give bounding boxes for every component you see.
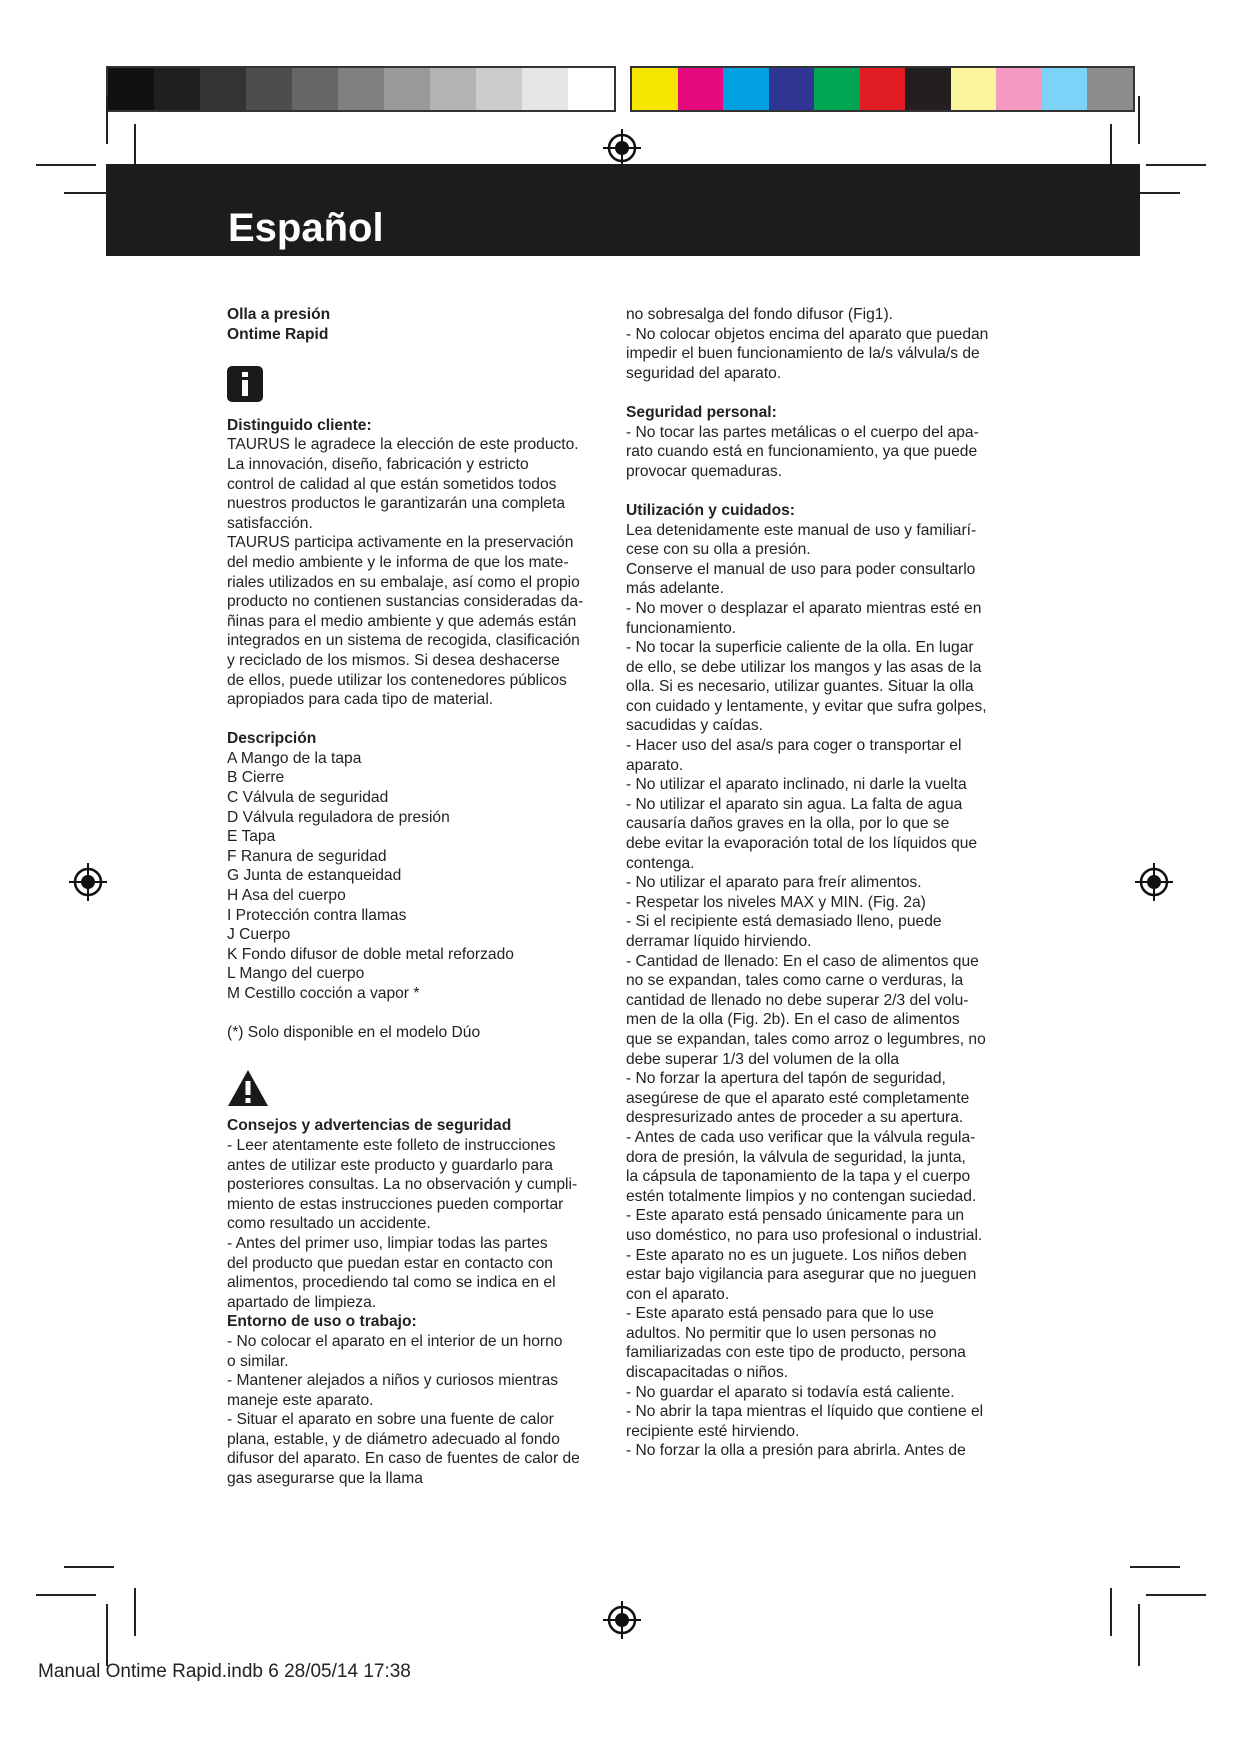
registration-mark-icon [602,1600,642,1640]
color-swatch [568,68,614,110]
text-line: - Este aparato está pensado únicamente para un [626,1207,965,1225]
list-item: K Fondo difusor de doble metal reforzado [227,945,514,963]
product-model: Ontime Rapid [227,325,329,343]
color-swatch [430,68,476,110]
list-item: G Junta de estanqueidad [227,867,402,885]
text-line: maneje este aparato. [227,1391,374,1409]
text-line: con cuidado y lentamente, y evitar que sufra golpes, [626,697,987,715]
text-line: plana, estable, y de diámetro adecuado al fondo [227,1430,560,1448]
text-line: de ellos, puede utilizar los contenedores públicos [227,671,567,689]
list-item: L Mango del cuerpo [227,965,365,983]
text-line: TAURUS le agradece la elección de este producto. [227,436,579,454]
text-line: - Mantener alejados a niños y curiosos mientras [227,1372,559,1390]
text-line: aparato. [626,756,684,774]
crop-mark [1146,164,1206,166]
text-line: - Antes de cada uso verificar que la válvula regula- [626,1128,976,1146]
text-line: Lea detenidamente este manual de uso y familiarí- [626,521,977,539]
color-swatch [678,68,724,110]
color-swatch [476,68,522,110]
text-line: seguridad del aparato. [626,364,782,382]
text-line: olla. Si es necesario, utilizar guantes. Situar la olla [626,678,974,696]
text-line: o similar. [227,1352,289,1370]
list-item: M Cestillo cocción a vapor * [227,985,420,1002]
crop-mark [1130,1566,1180,1568]
personal-safety-text [626,423,1016,482]
personal-safety-heading: Seguridad personal: [626,403,777,421]
text-line: uso doméstico, no para uso profesional o industrial. [626,1226,983,1244]
grayscale-color-bar [106,66,616,112]
color-swatch [814,68,860,110]
crop-mark [134,1588,136,1636]
product-title: Olla a presión [227,306,331,323]
text-line: - No utilizar el aparato inclinado, ni darle la vuelta [626,776,967,794]
right-column [626,305,1016,1461]
crop-mark [106,1604,108,1666]
greeting-text [227,435,607,709]
text-line: y reciclado de los mismos. Si desea deshacerse [227,651,560,669]
color-swatch [384,68,430,110]
text-line: más adelante. [626,580,724,598]
list-item: B Cierre [227,769,285,787]
list-item: E Tapa [227,828,276,846]
color-swatch [769,68,815,110]
info-icon [227,366,263,402]
page-title: Español [228,206,384,250]
text-line: - No colocar el aparato en el interior de un horno [227,1332,563,1350]
color-swatch [338,68,384,110]
registration-mark-icon [1134,862,1174,902]
text-line: apartado de limpieza. [227,1293,377,1311]
left-column [227,305,607,1489]
color-swatch [154,68,200,110]
text-line: debe superar 1/3 del volumen de la olla [626,1050,900,1068]
list-item: A Mango de la tapa [227,749,362,767]
text-line: despresurizado antes de proceder a su apertura. [626,1109,964,1127]
text-line: integrados en un sistema de recogida, clasificación [227,632,580,650]
color-swatch [108,68,154,110]
text-line: TAURUS participa activamente en la preservación [227,534,574,552]
list-item: D Válvula reguladora de presión [227,808,450,826]
environment-heading: Entorno de uso o trabajo: [227,1313,417,1331]
text-line: miento de estas instrucciones pueden comportar [227,1195,564,1213]
text-line: rato cuando está en funcionamiento, ya que puede [626,443,978,461]
text-line: posteriores consultas. La no observación y cumpli- [227,1176,578,1194]
text-line: nuestros productos le garantizarán una completa [227,495,566,513]
list-item: H Asa del cuerpo [227,887,346,905]
color-swatch [905,68,951,110]
text-line: producto no contienen sustancias consideradas da- [227,593,584,611]
registration-mark-icon [602,128,642,168]
text-line: asegúrese de que el aparato esté completamente [626,1089,970,1107]
text-line: impedir el buen funcionamiento de la/s válvula/s de [626,345,980,363]
text-line: - No colocar objetos encima del aparato que puedan [626,325,989,343]
color-bar [630,66,1135,112]
text-line: dora de presión, la válvula de seguridad, la junta, [626,1148,966,1166]
crop-mark [1146,1594,1206,1596]
text-line: estar bajo vigilancia para asegurar que no jueguen [626,1266,977,1284]
text-line: gas asegurarse que la llama [227,1470,423,1488]
crop-mark [64,1566,114,1568]
text-line: ñinas para el medio ambiente y que además están [227,612,577,630]
language-banner [106,164,1140,256]
text-line: Conserve el manual de uso para poder consultarlo [626,560,976,578]
text-line: riales utilizados en su embalaje, así como el propio [227,573,580,591]
list-item: J Cuerpo [227,926,291,944]
usage-text [626,521,1016,1462]
warning-icon [227,1069,269,1107]
color-swatch [292,68,338,110]
text-line: - No utilizar el aparato para freír alimentos. [626,874,922,892]
text-line: - Si el recipiente está demasiado lleno, puede [626,913,942,931]
text-line: derramar líquido hirviendo. [626,933,812,950]
print-slug: Manual Ontime Rapid.indb 6 28/05/14 17:38 [38,1661,411,1682]
text-line: con el aparato. [626,1285,730,1303]
crop-mark [36,1594,96,1596]
text-line: - No utilizar el aparato sin agua. La falta de agua [626,795,963,813]
intro-text [626,305,1016,383]
text-line: del producto que puedan estar en contacto con [227,1254,553,1272]
text-line: - Leer atentamente este folleto de instrucciones [227,1136,556,1154]
text-line: control de calidad al que están sometidos todos [227,475,557,493]
text-line: - Hacer uso del asa/s para coger o transportar el [626,737,962,755]
greeting-heading: Distinguido cliente: [227,416,372,434]
crop-mark [106,96,108,144]
text-line: - Antes del primer uso, limpiar todas las partes [227,1234,548,1252]
usage-heading: Utilización y cuidados: [626,501,795,519]
text-line: del medio ambiente y le informa de que los mate- [227,553,569,571]
environment-text [227,1332,607,1489]
text-line: no sobresalga del fondo difusor (Fig1). [626,306,893,323]
text-line: alimentos, procediendo tal como se indica en el [227,1274,556,1292]
safety-heading: Consejos y advertencias de seguridad [227,1117,512,1135]
text-line: - Este aparato no es un juguete. Los niños deben [626,1246,967,1264]
text-line: - Situar el aparato en sobre una fuente de calor [227,1411,554,1429]
text-line: - No forzar la apertura del tapón de seguridad, [626,1070,946,1088]
text-line: - No tocar las partes metálicas o el cuerpo del apa- [626,423,979,441]
color-swatch [1042,68,1088,110]
list-item: I Protección contra llamas [227,906,407,924]
crop-mark [1110,1588,1112,1636]
text-line: provocar quemaduras. [626,462,783,480]
color-swatch [860,68,906,110]
text-line: no se expandan, tales como carne o verduras, la [626,972,964,990]
list-item: C Válvula de seguridad [227,789,389,807]
text-line: La innovación, diseño, fabricación y estricto [227,455,529,473]
color-swatch [200,68,246,110]
text-line: - No forzar la olla a presión para abrirla. Antes de [626,1442,966,1460]
text-line: - No guardar el aparato si todavía está caliente. [626,1383,955,1401]
color-swatch [951,68,997,110]
text-line: - No tocar la superficie caliente de la olla. En lugar [626,639,974,657]
safety-text [227,1136,607,1312]
text-line: de ello, se debe utilizar los mangos y las asas de la [626,658,982,676]
color-swatch [246,68,292,110]
text-line: adultos. No permitir que lo usen personas no [626,1324,937,1342]
text-line: la cápsula de taponamiento de la tapa y el cuerpo [626,1168,971,1186]
text-line: - No abrir la tapa mientras el líquido que contiene el [626,1403,984,1421]
text-line: apropiados para cada tipo de material. [227,691,494,709]
text-line: satisfacción. [227,514,313,532]
text-line: familiarizadas con este tipo de producto, persona [626,1344,966,1362]
text-line: - Cantidad de llenado: En el caso de alimentos que [626,952,979,970]
text-line: antes de utilizar este producto y guardarlo para [227,1156,553,1174]
text-line: recipiente esté hirviendo. [626,1422,800,1440]
list-item: F Ranura de seguridad [227,847,387,865]
text-line: - Respetar los niveles MAX y MIN. (Fig. 2a) [626,893,926,911]
crop-mark [36,164,96,166]
text-line: contenga. [626,854,695,872]
parts-list [227,749,607,1004]
color-swatch [632,68,678,110]
crop-mark [1138,96,1140,144]
text-line: causaría daños graves en la olla, por lo que se [626,815,950,833]
text-line: que se expandan, tales como arroz o legumbres, no [626,1030,986,1048]
color-swatch [522,68,568,110]
text-line: sacudidas y caídas. [626,717,763,735]
text-line: estén totalmente limpios y no contengan suciedad. [626,1187,977,1205]
text-line: cese con su olla a presión. [626,541,811,559]
text-line: - No mover o desplazar el aparato mientras esté en [626,599,982,617]
text-line: funcionamiento. [626,619,737,637]
description-note: (*) Solo disponible en el modelo Dúo [227,1024,481,1042]
text-line: discapacitadas o niños. [626,1364,789,1382]
text-line: difusor del aparato. En caso de fuentes de calor de [227,1450,580,1468]
text-line: - Este aparato está pensado para que lo use [626,1305,934,1323]
crop-mark [1138,1604,1140,1666]
color-swatch [1087,68,1133,110]
registration-mark-icon [68,862,108,902]
description-heading: Descripción [227,730,317,748]
text-line: men de la olla (Fig. 2b). En el caso de alimentos [626,1011,960,1029]
text-line: debe evitar la evaporación total de los líquidos que [626,835,978,853]
color-swatch [996,68,1042,110]
text-line: cantidad de llenado no debe superar 2/3 del volu- [626,991,969,1009]
color-swatch [723,68,769,110]
text-line: como resultado un accidente. [227,1215,431,1233]
